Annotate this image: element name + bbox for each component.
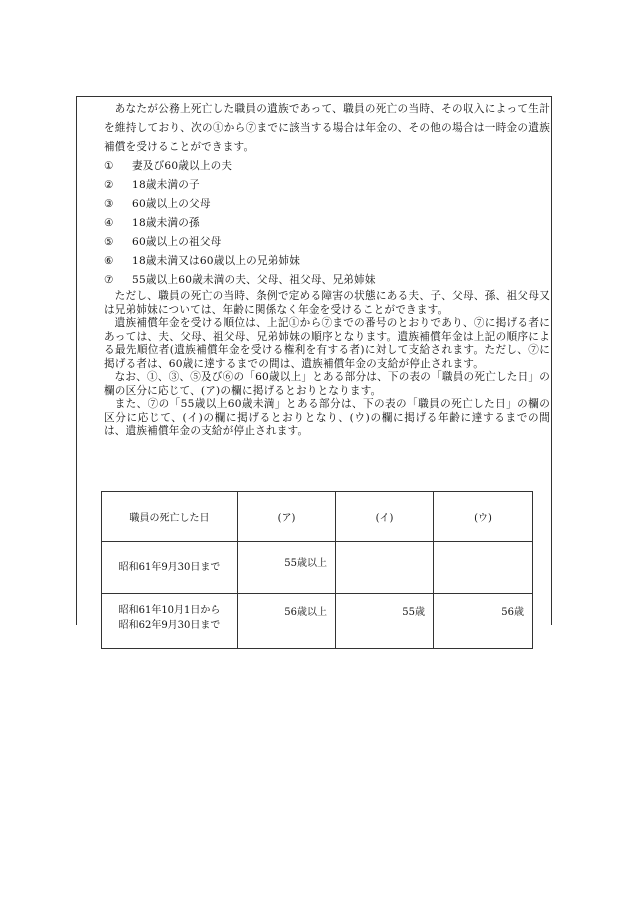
table-cell-c <box>434 542 533 594</box>
list-item: ① 妻及び60歳以上の夫 <box>104 160 233 172</box>
list-item: ④ 18歳未満の孫 <box>104 217 200 229</box>
age-table <box>101 491 533 649</box>
list-item: ② 18歳未満の子 <box>104 179 200 191</box>
table-cell-date: 昭和61年9月30日まで <box>102 542 238 594</box>
list-item: ⑤ 60歳以上の祖父母 <box>104 236 222 248</box>
table-cell-a: 56歳以上 <box>238 594 336 649</box>
table-cell-date: 昭和61年10月1日から 昭和62年9月30日まで <box>102 594 238 649</box>
document-body <box>104 100 550 439</box>
list-item: ⑥ 18歳未満又は60歳以上の兄弟姉妹 <box>104 255 301 267</box>
table-cell-c: 56歳 <box>434 594 533 649</box>
table-cell-b: 55歳 <box>336 594 434 649</box>
list-item: ③ 60歳以上の父母 <box>104 198 211 210</box>
list-item: ⑦ 55歳以上60歳未満の夫、父母、祖父母、兄弟姉妹 <box>104 274 376 286</box>
intro-paragraph: あなたが公務上死亡した職員の遺族であって、職員の死亡の当時、その収入によって生計を維持しており、次の①から⑦までに該当する場合は年金の、その他の場合は一時金の遺族補償を受けることができます。 <box>104 103 550 153</box>
order-paragraph: 遺族補償年金を受ける順位は、上記①から⑦までの番号のとおりであり、⑦に掲げる者にあっては、夫、父母、祖父母、兄弟姉妹の順序となります。遺族補償年金は上記の順序による最先順位者(遺族補償年金を受ける権利を有する者)に対して支給されます。ただし、⑦に掲げる者は、60歳に達するまでの間は、遺族補償年金の支給が停止されます。 <box>104 317 550 370</box>
table-cell-a: 55歳以上 <box>238 542 336 594</box>
table-row <box>102 542 533 594</box>
age-note-paragraph: なお、①、③、⑤及び⑥の「60歳以上」とある部分は、下の表の「職員の死亡した日」の欄の区分に応じて、(ア)の欄に掲げるとおりとなります。 <box>104 371 550 397</box>
table-header-c: (ウ) <box>434 492 533 542</box>
disability-paragraph: ただし、職員の死亡の当時、条例で定める障害の状態にある夫、子、父母、孫、祖父母又は兄弟姉妹については、年齢に関係なく年金を受けることができます。 <box>104 290 550 316</box>
table-header-date: 職員の死亡した日 <box>102 492 238 542</box>
table-cell-b <box>336 542 434 594</box>
suspension-paragraph: また、⑦の「55歳以上60歳未満」とある部分は、下の表の「職員の死亡した日」の欄の区分に応じて、(イ)の欄に掲げるとおりとなり、(ウ)の欄に掲げる年齢に達するまでの間は、遺族補償年金の支給が停止されます。 <box>104 398 550 437</box>
table-row <box>102 594 533 649</box>
eligible-list <box>104 157 550 290</box>
table-header-b: (イ) <box>336 492 434 542</box>
table-header-a: (ア) <box>238 492 336 542</box>
